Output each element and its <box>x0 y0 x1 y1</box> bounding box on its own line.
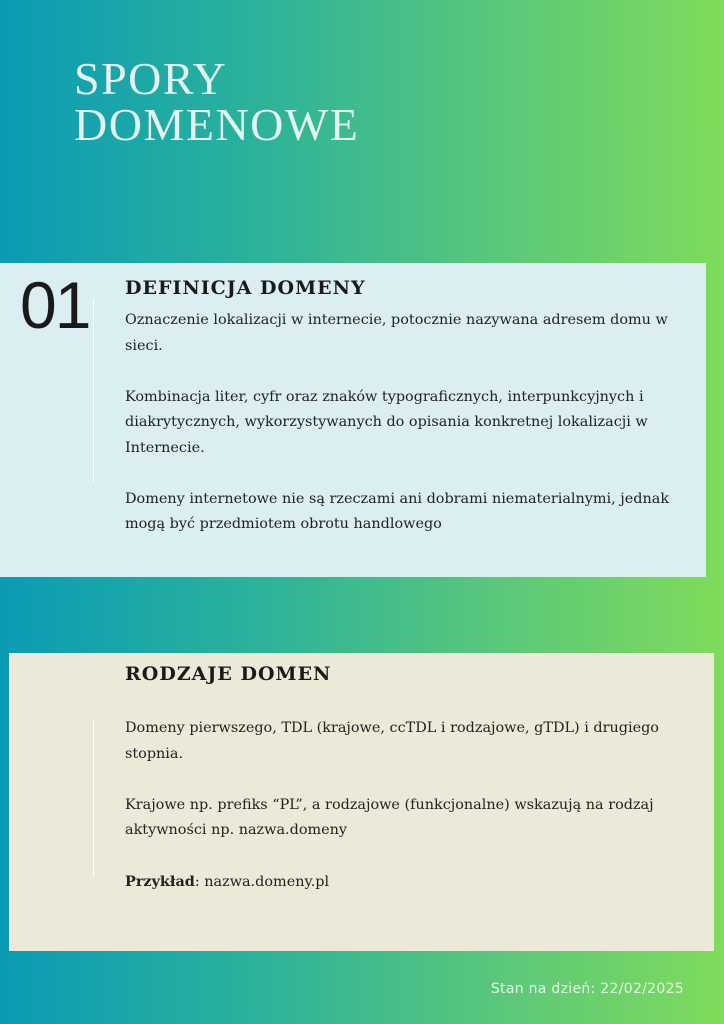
section2-divider <box>93 720 94 877</box>
example-value: : nazwa.domeny.pl <box>194 874 330 890</box>
section2-heading: RODZAJE DOMEN <box>125 663 332 685</box>
section1-divider <box>93 298 94 482</box>
section2-paragraph-2: Krajowe np. prefiks “PL”, a rodzajowe (funkcjonalne) wskazują na rodzaj aktywności np. nazwa.domeny <box>125 796 654 838</box>
status-date: Stan na dzień: 22/02/2025 <box>490 981 684 997</box>
page-title-line-2: DOMENOWE <box>74 99 360 150</box>
section2-body <box>125 716 685 921</box>
section1-paragraph-1: Oznaczenie lokalizacji w internecie, potocznie nazywana adresem domu w sieci. <box>125 312 668 354</box>
section1-body <box>125 308 685 563</box>
section1-paragraph-2: Kombinacja liter, cyfr oraz znaków typograficznych, interpunkcyjnych i diakrytycznych, wykorzystywanych do opisania konkretnej lokalizacji w Internecie. <box>125 388 648 456</box>
section2-paragraph-1: Domeny pierwszego, TDL (krajowe, ccTDL i rodzajowe, gTDL) i drugiego stopnia. <box>125 720 659 762</box>
section1-paragraph-3: Domeny internetowe nie są rzeczami ani dobrami niematerialnymi, jednak mogą być przedmiotem obrotu handlowego <box>125 490 670 532</box>
section-number: 01 <box>20 268 90 342</box>
page-title <box>74 53 360 150</box>
page-title-line-1: SPORY <box>74 53 228 104</box>
section1-heading: DEFINICJA DOMENY <box>125 277 366 299</box>
section2-example <box>125 869 685 896</box>
example-label: Przykład <box>125 873 195 890</box>
